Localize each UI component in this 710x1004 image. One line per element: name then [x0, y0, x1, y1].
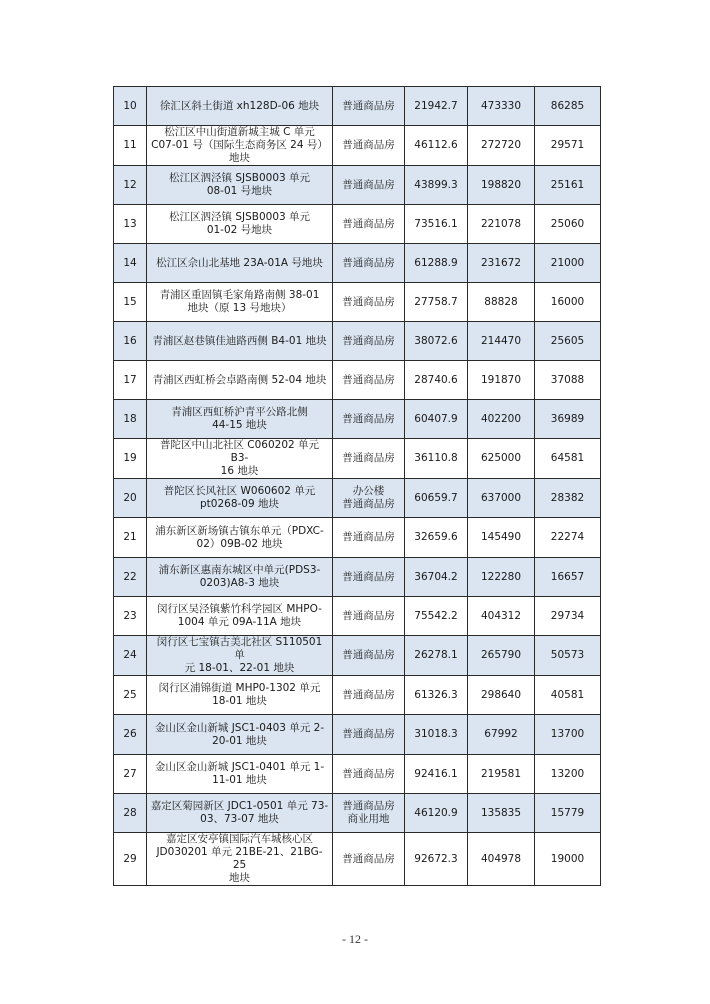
area-cell: 75542.2	[405, 597, 468, 636]
area-cell: 46120.9	[405, 794, 468, 833]
location-cell: 松江区中山街道新城主城 C 单元 C07-01 号（国际生态商务区 24 号） 地块	[147, 126, 333, 166]
location-cell: 浦东新区新场镇古镇东单元（PDXC- 02）09B-02 地块	[147, 518, 333, 558]
table-row	[114, 636, 601, 676]
unit-price-cell: 25605	[535, 322, 601, 361]
row-number-cell: 28	[114, 794, 147, 833]
unit-price-cell: 16657	[535, 558, 601, 597]
location-cell: 嘉定区安亭镇国际汽车城核心区 JD030201 单元 21BE-21、21BG-25 地块	[147, 833, 333, 886]
table-row	[114, 597, 601, 636]
area-cell: 43899.3	[405, 166, 468, 205]
table-row	[114, 400, 601, 439]
row-number-cell: 29	[114, 833, 147, 886]
table-row	[114, 205, 601, 244]
area-cell: 73516.1	[405, 205, 468, 244]
table-row	[114, 87, 601, 126]
unit-price-cell: 13700	[535, 715, 601, 755]
land-use-cell: 普通商品房	[333, 755, 405, 794]
unit-price-cell: 29571	[535, 126, 601, 166]
land-use-cell: 普通商品房	[333, 597, 405, 636]
location-cell: 普陀区长风社区 W060602 单元 pt0268-09 地块	[147, 479, 333, 518]
price-cell: 88828	[468, 283, 535, 322]
row-number-cell: 19	[114, 439, 147, 479]
table-row	[114, 283, 601, 322]
row-number-cell: 22	[114, 558, 147, 597]
table-row	[114, 715, 601, 755]
land-use-cell: 普通商品房	[333, 400, 405, 439]
price-cell: 67992	[468, 715, 535, 755]
unit-price-cell: 25161	[535, 166, 601, 205]
location-cell: 金山区金山新城 JSC1-0403 单元 2- 20-01 地块	[147, 715, 333, 755]
land-use-cell: 普通商品房	[333, 518, 405, 558]
area-cell: 28740.6	[405, 361, 468, 400]
area-cell: 36704.2	[405, 558, 468, 597]
location-cell: 金山区金山新城 JSC1-0401 单元 1- 11-01 地块	[147, 755, 333, 794]
price-cell: 145490	[468, 518, 535, 558]
land-transaction-table	[113, 86, 601, 886]
land-use-cell: 普通商品房	[333, 126, 405, 166]
table-row	[114, 676, 601, 715]
area-cell: 38072.6	[405, 322, 468, 361]
table-row	[114, 126, 601, 166]
land-use-cell: 普通商品房	[333, 833, 405, 886]
table-row	[114, 833, 601, 886]
unit-price-cell: 37088	[535, 361, 601, 400]
area-cell: 21942.7	[405, 87, 468, 126]
unit-price-cell: 15779	[535, 794, 601, 833]
price-cell: 473330	[468, 87, 535, 126]
unit-price-cell: 28382	[535, 479, 601, 518]
land-use-cell: 普通商品房	[333, 205, 405, 244]
location-cell: 闵行区吴泾镇紫竹科学园区 MHPO- 1004 单元 09A-11A 地块	[147, 597, 333, 636]
location-cell: 闵行区浦锦街道 MHP0-1302 单元 18-01 地块	[147, 676, 333, 715]
price-cell: 637000	[468, 479, 535, 518]
unit-price-cell: 36989	[535, 400, 601, 439]
area-cell: 92416.1	[405, 755, 468, 794]
area-cell: 32659.6	[405, 518, 468, 558]
row-number-cell: 18	[114, 400, 147, 439]
row-number-cell: 24	[114, 636, 147, 676]
row-number-cell: 13	[114, 205, 147, 244]
price-cell: 625000	[468, 439, 535, 479]
land-use-cell: 普通商品房	[333, 558, 405, 597]
location-cell: 青浦区西虹桥会卓路南侧 52-04 地块	[147, 361, 333, 400]
location-cell: 青浦区重固镇毛家角路南侧 38-01 地块（原 13 号地块）	[147, 283, 333, 322]
row-number-cell: 14	[114, 244, 147, 283]
unit-price-cell: 13200	[535, 755, 601, 794]
row-number-cell: 15	[114, 283, 147, 322]
table-row	[114, 361, 601, 400]
row-number-cell: 25	[114, 676, 147, 715]
land-use-cell: 普通商品房	[333, 244, 405, 283]
area-cell: 36110.8	[405, 439, 468, 479]
table-row	[114, 518, 601, 558]
table-row	[114, 755, 601, 794]
unit-price-cell: 50573	[535, 636, 601, 676]
land-use-cell: 普通商品房 商业用地	[333, 794, 405, 833]
area-cell: 31018.3	[405, 715, 468, 755]
unit-price-cell: 86285	[535, 87, 601, 126]
price-cell: 231672	[468, 244, 535, 283]
page-number: - 12 -	[342, 932, 368, 946]
table-row	[114, 322, 601, 361]
table-body	[114, 87, 601, 886]
unit-price-cell: 29734	[535, 597, 601, 636]
land-use-cell: 普通商品房	[333, 361, 405, 400]
price-cell: 404978	[468, 833, 535, 886]
area-cell: 61288.9	[405, 244, 468, 283]
unit-price-cell: 16000	[535, 283, 601, 322]
location-cell: 普陀区中山北社区 C060202 单元 B3- 16 地块	[147, 439, 333, 479]
table-row	[114, 439, 601, 479]
location-cell: 青浦区西虹桥沪青平公路北侧 44-15 地块	[147, 400, 333, 439]
unit-price-cell: 64581	[535, 439, 601, 479]
area-cell: 60407.9	[405, 400, 468, 439]
location-cell: 徐汇区斜土街道 xh128D-06 地块	[147, 87, 333, 126]
location-cell: 松江区佘山北基地 23A-01A 号地块	[147, 244, 333, 283]
unit-price-cell: 21000	[535, 244, 601, 283]
unit-price-cell: 40581	[535, 676, 601, 715]
row-number-cell: 20	[114, 479, 147, 518]
unit-price-cell: 22274	[535, 518, 601, 558]
table-row	[114, 166, 601, 205]
table-row	[114, 244, 601, 283]
area-cell: 61326.3	[405, 676, 468, 715]
land-use-cell: 办公楼 普通商品房	[333, 479, 405, 518]
price-cell: 191870	[468, 361, 535, 400]
row-number-cell: 11	[114, 126, 147, 166]
price-cell: 404312	[468, 597, 535, 636]
price-cell: 221078	[468, 205, 535, 244]
land-use-cell: 普通商品房	[333, 439, 405, 479]
table-row	[114, 794, 601, 833]
area-cell: 27758.7	[405, 283, 468, 322]
price-cell: 122280	[468, 558, 535, 597]
location-cell: 浦东新区惠南东城区中单元(PDS3- 0203)A8-3 地块	[147, 558, 333, 597]
price-cell: 198820	[468, 166, 535, 205]
location-cell: 闵行区七宝镇古美北社区 S110501 单 元 18-01、22-01 地块	[147, 636, 333, 676]
price-cell: 219581	[468, 755, 535, 794]
land-use-cell: 普通商品房	[333, 166, 405, 205]
location-cell: 嘉定区菊园新区 JDC1-0501 单元 73- 03、73-07 地块	[147, 794, 333, 833]
row-number-cell: 17	[114, 361, 147, 400]
row-number-cell: 23	[114, 597, 147, 636]
price-cell: 272720	[468, 126, 535, 166]
table-row	[114, 558, 601, 597]
land-use-cell: 普通商品房	[333, 322, 405, 361]
row-number-cell: 12	[114, 166, 147, 205]
land-use-cell: 普通商品房	[333, 636, 405, 676]
land-use-cell: 普通商品房	[333, 87, 405, 126]
land-use-cell: 普通商品房	[333, 715, 405, 755]
row-number-cell: 27	[114, 755, 147, 794]
row-number-cell: 21	[114, 518, 147, 558]
price-cell: 214470	[468, 322, 535, 361]
price-cell: 402200	[468, 400, 535, 439]
location-cell: 青浦区赵巷镇佳迪路西侧 B4-01 地块	[147, 322, 333, 361]
unit-price-cell: 25060	[535, 205, 601, 244]
area-cell: 46112.6	[405, 126, 468, 166]
area-cell: 92672.3	[405, 833, 468, 886]
location-cell: 松江区泗泾镇 SJSB0003 单元 01-02 号地块	[147, 205, 333, 244]
price-cell: 265790	[468, 636, 535, 676]
area-cell: 60659.7	[405, 479, 468, 518]
row-number-cell: 16	[114, 322, 147, 361]
row-number-cell: 26	[114, 715, 147, 755]
unit-price-cell: 19000	[535, 833, 601, 886]
area-cell: 26278.1	[405, 636, 468, 676]
table-row	[114, 479, 601, 518]
row-number-cell: 10	[114, 87, 147, 126]
land-use-cell: 普通商品房	[333, 283, 405, 322]
location-cell: 松江区泗泾镇 SJSB0003 单元 08-01 号地块	[147, 166, 333, 205]
land-use-cell: 普通商品房	[333, 676, 405, 715]
price-cell: 298640	[468, 676, 535, 715]
price-cell: 135835	[468, 794, 535, 833]
